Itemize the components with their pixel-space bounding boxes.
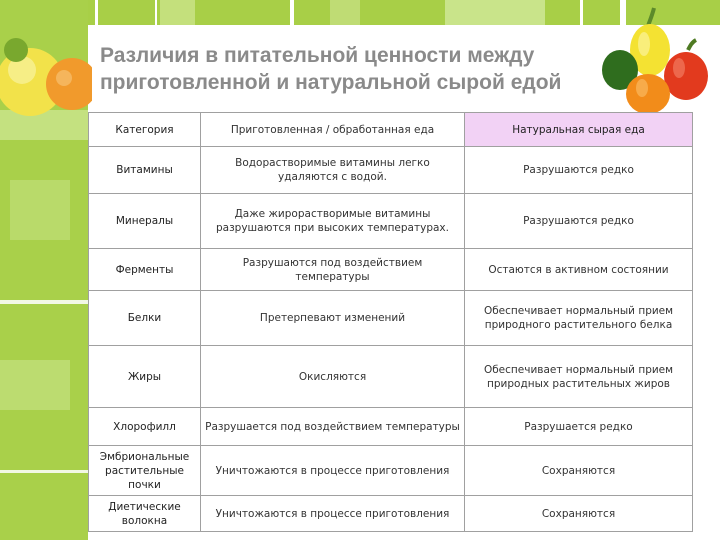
row-cooked: Уничтожаются в процессе приготовления (201, 496, 465, 532)
header-category: Категория (89, 113, 201, 147)
comparison-table (88, 112, 693, 532)
top-stripe (580, 0, 583, 25)
row-cooked: Окисляются (201, 346, 465, 408)
table-row (89, 147, 693, 194)
top-stripe (330, 0, 360, 25)
row-category: Белки (89, 291, 201, 346)
table-row (89, 496, 693, 532)
row-category: Витамины (89, 147, 201, 194)
header-raw: Натуральная сырая еда (465, 113, 693, 147)
row-raw: Сохраняются (465, 446, 693, 496)
row-category: Жиры (89, 346, 201, 408)
top-stripe (445, 0, 545, 25)
row-category: Ферменты (89, 249, 201, 291)
row-raw: Разрушается редко (465, 408, 693, 446)
row-category: Минералы (89, 194, 201, 249)
row-raw: Обеспечивает нормальный прием природного растительного белка (465, 291, 693, 346)
top-stripe (95, 0, 98, 25)
row-category: Эмбриональные растительные почки (89, 446, 201, 496)
table-row (89, 249, 693, 291)
table-row (89, 346, 693, 408)
row-raw: Обеспечивает нормальный прием природных растительных жиров (465, 346, 693, 408)
row-cooked: Уничтожаются в процессе приготовления (201, 446, 465, 496)
table-row (89, 194, 693, 249)
header-cooked: Приготовленная / обработанная еда (201, 113, 465, 147)
top-stripe (290, 0, 294, 25)
title-line-1: Различия в питательной ценности между (100, 44, 535, 67)
row-raw: Разрушаются редко (465, 147, 693, 194)
row-raw: Сохраняются (465, 496, 693, 532)
row-cooked: Разрушается под воздействием температуры (201, 408, 465, 446)
row-category: Диетические волокна (89, 496, 201, 532)
row-cooked: Даже жирорастворимые витамины разрушаются при высоких температурах. (201, 194, 465, 249)
row-cooked: Претерпевают изменений (201, 291, 465, 346)
table-header-row (89, 113, 693, 147)
row-raw: Разрушаются редко (465, 194, 693, 249)
title-line-2: приготовленной и натуральной сырой едой (100, 71, 562, 94)
table-row (89, 446, 693, 496)
row-category: Хлорофилл (89, 408, 201, 446)
slide-title (100, 42, 620, 96)
table-row (89, 291, 693, 346)
table-row (89, 408, 693, 446)
top-stripe (155, 0, 157, 25)
top-stripe (160, 0, 195, 25)
fruit-image (0, 20, 92, 120)
row-raw: Остаются в активном состоянии (465, 249, 693, 291)
row-cooked: Разрушаются под воздействием температуры (201, 249, 465, 291)
pepper-image (584, 6, 720, 116)
row-cooked: Водорастворимые витамины легко удаляются с водой. (201, 147, 465, 194)
